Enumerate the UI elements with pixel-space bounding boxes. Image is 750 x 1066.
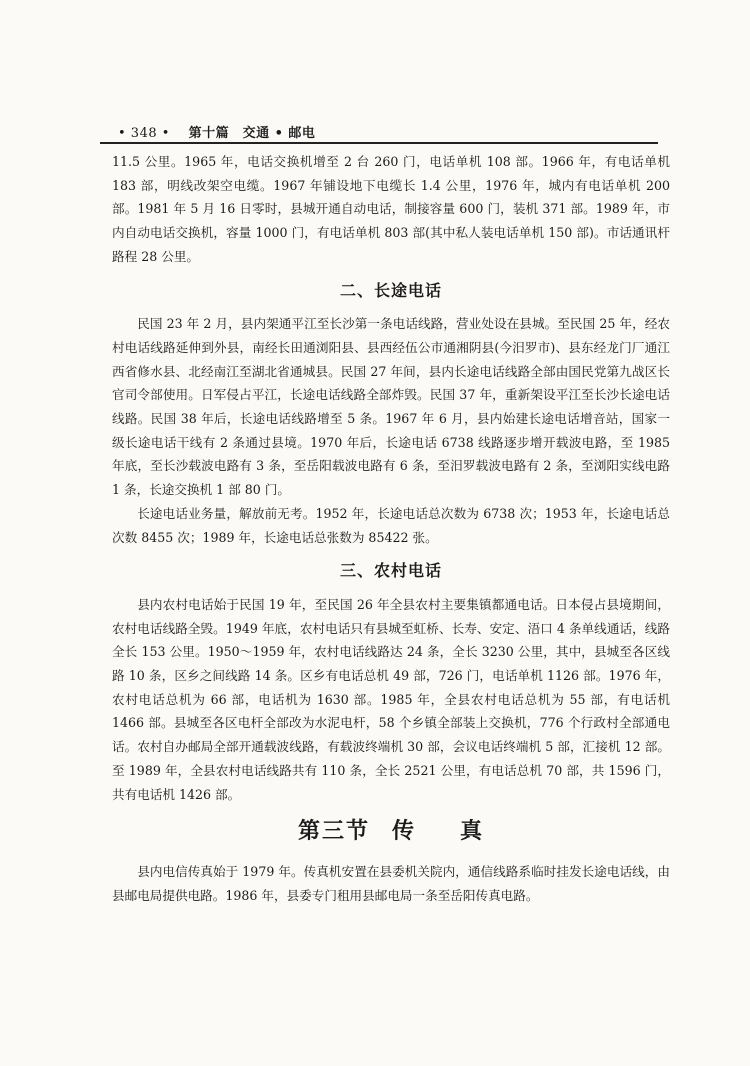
heading-part: 真 xyxy=(460,818,485,845)
running-header xyxy=(118,122,315,141)
page-number: • 348 • xyxy=(118,126,170,141)
heading-part: 传 xyxy=(391,818,416,845)
section-heading-long-distance: 二、长途电话 xyxy=(339,280,442,300)
chapter-title: 第十篇 交通 • 邮电 xyxy=(188,126,316,141)
body-paragraph: 县内电信传真始于 1979 年。传真机安置在县委机关院内，通信线路系临时挂发长途电话线，由县邮电局提供电路。1986 年，县委专门租用县邮电局一条至岳阳传真电路。 xyxy=(112,863,670,903)
body-paragraph: 县内农村电话始于民国 19 年，至民国 26 年全县农村主要集镇都通电话。日本侵占县境期间，农村电话线路全毁。1949 年底，农村电话只有县城至虹桥、长寿、安定、浯口 4 条单线通话，线路全长 153 公里。1950～1959 年，农村电话线路达 24 条，全长 3230 公里，其中，县城至各区线路 10 条，区乡之间线路 14 条。区乡有电话总机 49 部，726 门，电话单机 1126 部。1976 年，农村电话总机为 66 部，电话机为 1630 部。1985 年，全县农村电话总机为 55 部，有电话机 1466 部。县城至各区电杆全部改为水泥电杆，58 个乡镇全部装上交换机，776 个行政村全部通电话。农村自办邮局全部开通载波线路，有载波终端机 30 部，会议电话终端机 5 部，汇接机 12 部。至 1989 年，全县农村电话线路共有 110 条，全长 2521 公里，有电话总机 70 部，共 1596 门，共有电话机 1426 部。 xyxy=(112,596,670,802)
header-rule xyxy=(100,142,658,144)
body-paragraph: 民国 23 年 2 月，县内架通平江至长沙第一条电话线路，营业处设在县城。至民国 25 年，经农村电话线路延伸到外县，南经长田通浏阳县、县西经伍公市通湘阴县(今汨罗市)、县东经龙门厂通江西省修水县、北经南江至湖北省通城县。民国 27 年间，县内长途电话线路全部由国民党第九战区长官司令部使用。日军侵占平江，长途电话线路全部炸毁。民国 37 年，重新架设平江至长沙长途电话线路。民国 38 年后，长途电话线路增至 5 条。1967 年 6 月，县内始建长途电话增音站，国家一级长途电话干线有 2 条通过县境。1970 年后，长途电话 6738 线路逐步增开载波电路，至 1985 年底，至长沙载波电路有 3 条，至岳阳载波电路有 6 条，至汨罗载波电路有 2 条，至浏阳实线电路 1 条，长途交换机 1 部 80 门。 xyxy=(112,316,670,498)
chapter-heading-fax xyxy=(112,820,670,844)
heading-part: 第三节 xyxy=(297,818,370,845)
page-body xyxy=(112,150,670,907)
body-paragraph: 长途电话业务量，解放前无考。1952 年，长途电话总次数为 6738 次；1953 年，长途电话总次数 8455 次；1989 年，长途电话总张数为 85422 张。 xyxy=(112,505,670,545)
section-heading-rural: 三、农村电话 xyxy=(339,561,442,581)
body-paragraph: 11.5 公里。1965 年，电话交换机增至 2 台 260 门，电话单机 108 部。1966 年，有电话单机 183 部，明线改架空电缆。1967 年铺设地下电缆长 1.4 公里，1976 年，城内有电话单机 200 部。1981 年 5 月 16 日零时，县城开通自动电话，制接容量 600 门，装机 371 部。1989 年，市内自动电话交换机，容量 1000 门，有电话单机 803 部(其中私人装电话单机 150 部)。市话通讯杆路程 28 公里。 xyxy=(112,154,670,264)
